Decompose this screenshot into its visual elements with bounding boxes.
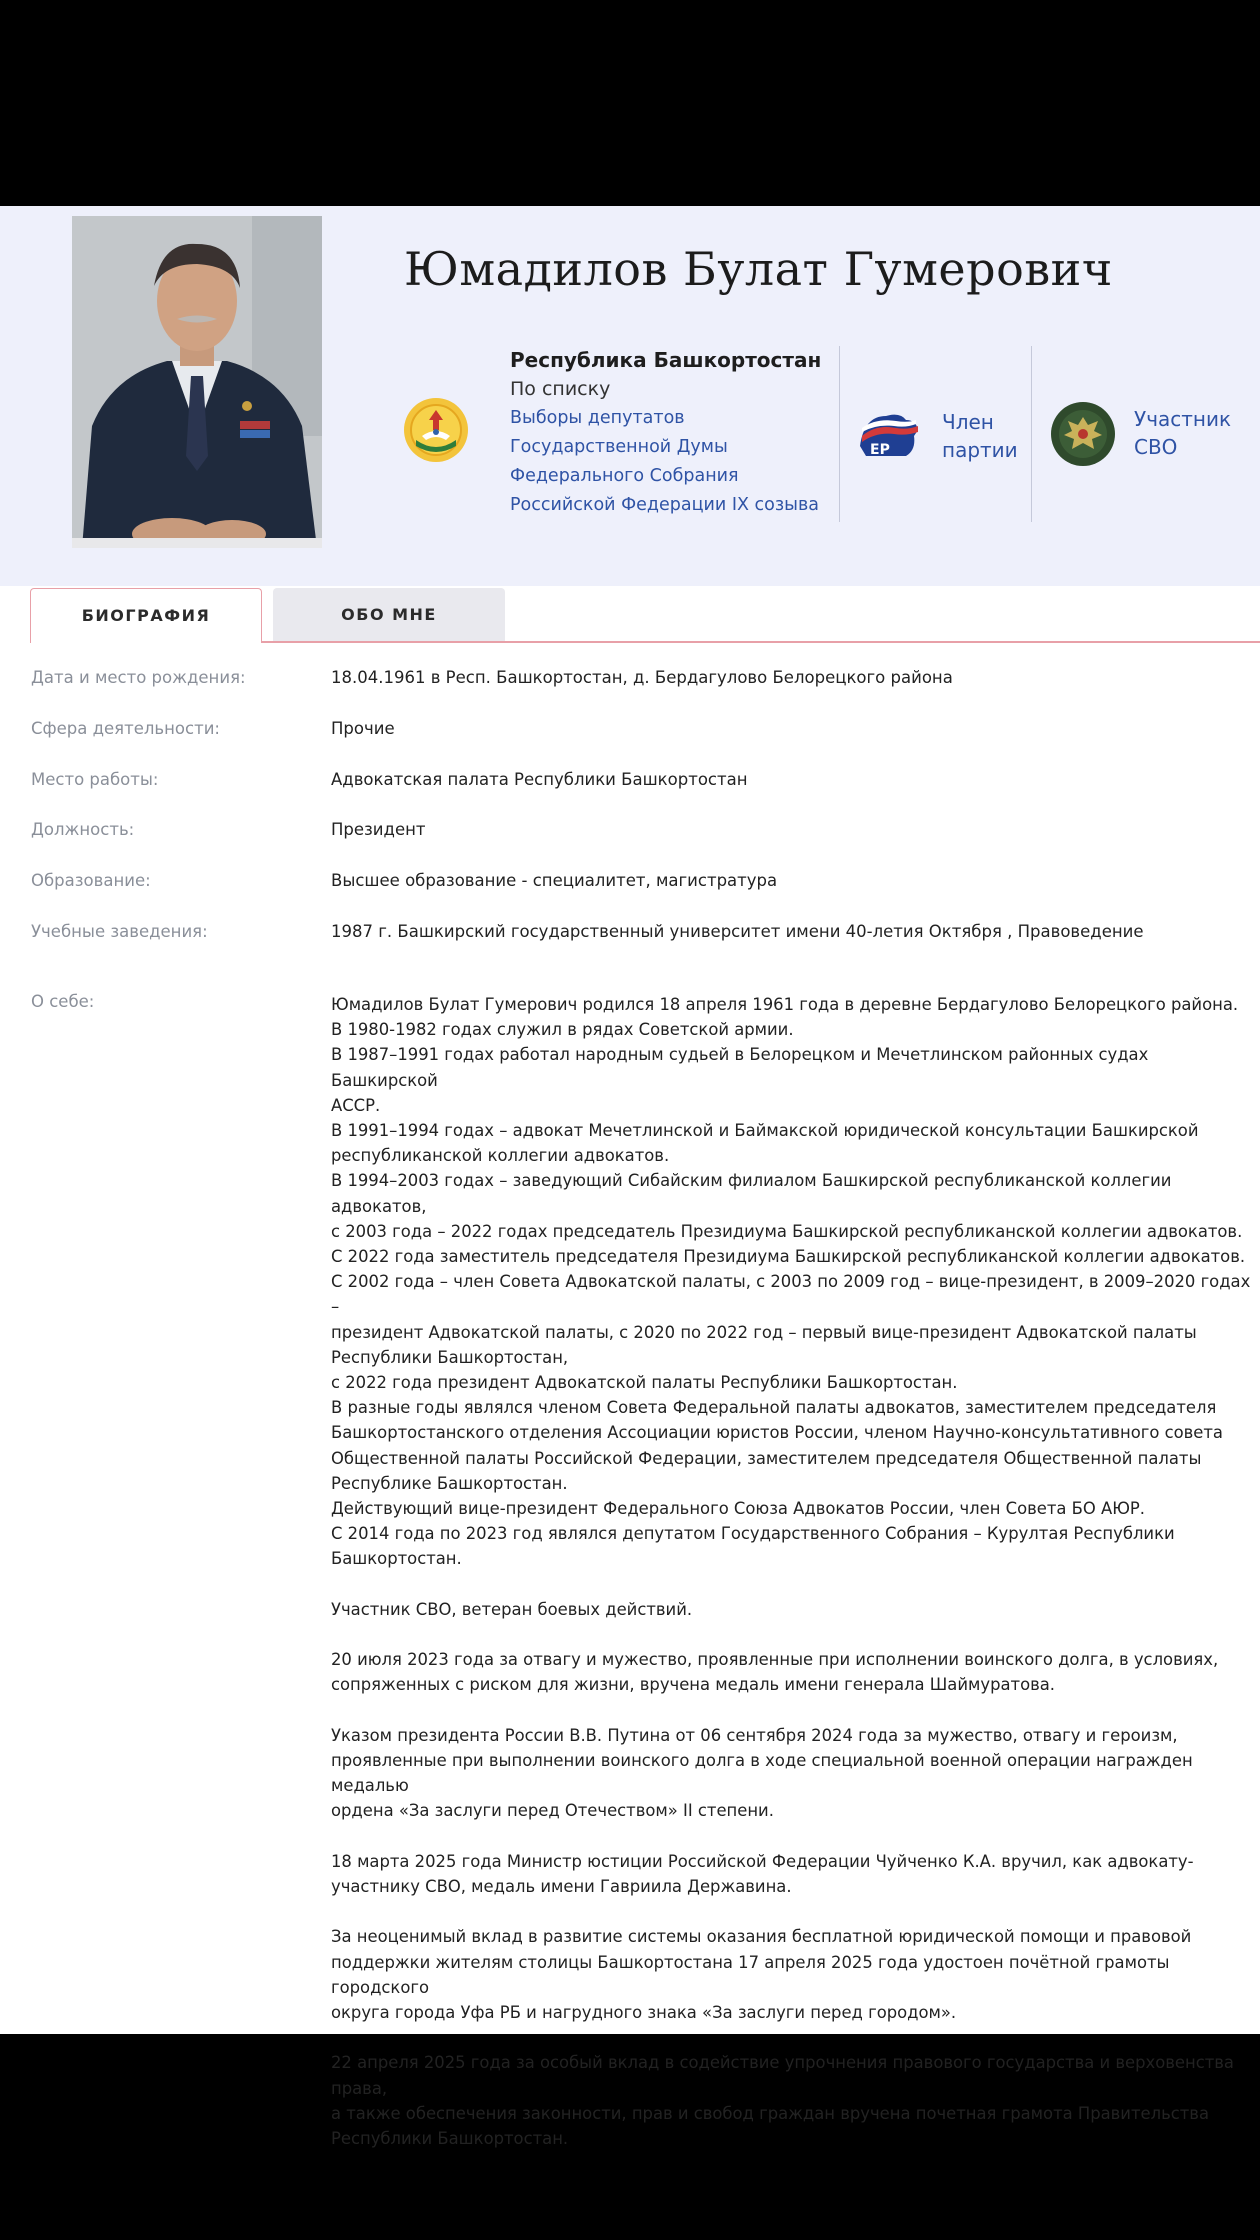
profile-header bbox=[0, 206, 1260, 586]
tab-biography[interactable]: БИОГРАФИЯ bbox=[30, 588, 262, 643]
about-line: с 2022 года президент Адвокатской палаты Республики Башкортостан. bbox=[331, 1373, 958, 1393]
info-label: Учебные заведения: bbox=[31, 922, 208, 941]
about-paragraph-line: Участник СВО, ветеран боевых действий. bbox=[331, 1599, 693, 1619]
about-line: Республике Башкортостан. bbox=[331, 1473, 568, 1493]
military-eagle-emblem-icon bbox=[1050, 401, 1116, 467]
about-paragraph-line: 22 апреля 2025 года за особый вклад в содействие упрочнения правового государства и верховенства права, bbox=[331, 2053, 1234, 2098]
info-value: Президент bbox=[331, 820, 426, 839]
about-line: С 2022 года заместитель председателя Президиума Башкирской республиканской коллегии адвокатов. bbox=[331, 1247, 1246, 1267]
about-paragraph-line: округа города Уфа РБ и нагрудного знака «За заслуги перед городом». bbox=[331, 2003, 957, 2023]
election-link-line-3[interactable]: Федерального Собрания bbox=[510, 466, 739, 486]
about-line: АССР. bbox=[331, 1095, 381, 1115]
about-paragraph-line: ордена «За заслуги перед Отечеством» II степени. bbox=[331, 1801, 774, 1821]
profile-page bbox=[0, 206, 1260, 2149]
about-line: Общественной палаты Российской Федерации, заместителем председателя Общественной палаты bbox=[331, 1448, 1202, 1468]
about-paragraph-line: участнику СВО, медаль имени Гавриила Державина. bbox=[331, 1877, 792, 1897]
info-label: Дата и место рождения: bbox=[31, 668, 246, 687]
about-line: С 2014 года по 2023 год являлся депутатом Государственного Собрания – Курултая Республики bbox=[331, 1524, 1175, 1544]
deputy-name: Юмадилов Булат Гумерович bbox=[404, 242, 1113, 296]
info-label: Должность: bbox=[31, 820, 135, 839]
svg-text:ЕР: ЕР bbox=[870, 442, 890, 458]
about-label: О себе: bbox=[31, 992, 95, 1011]
about-paragraph-line: Республики Башкортостан. bbox=[331, 2129, 569, 2149]
about-line: Действующий вице-президент Федерального Союза Адвокатов России, член Совета БО АЮР. bbox=[331, 1499, 1146, 1519]
about-line: В 1994–2003 годах – заведующий Сибайским филиалом Башкирской республиканской коллегии адвокатов, bbox=[331, 1171, 1172, 1216]
party-label-line-2: партии bbox=[942, 438, 1018, 462]
info-value: 18.04.1961 в Респ. Башкортостан, д. Бердагулово Белорецкого района bbox=[331, 668, 953, 687]
election-link-line-2[interactable]: Государственной Думы bbox=[510, 437, 728, 457]
info-value: Высшее образование - специалитет, магистратура bbox=[331, 871, 778, 890]
about-paragraph-line: поддержки жителям столицы Башкортостана 17 апреля 2025 года удостоен почётной грамоты городского bbox=[331, 1952, 1170, 1997]
about-text bbox=[331, 992, 1251, 2176]
about-line: Республики Башкортостан, bbox=[331, 1347, 569, 1367]
about-line: В 1987–1991 годах работал народным судьей в Белорецком и Мечетлинском районных судах Башкирской bbox=[331, 1045, 1149, 1090]
about-paragraph-line: проявленные при выполнении воинского долга в ходе специальной военной операции награжден медалью bbox=[331, 1751, 1193, 1796]
svo-label-line-2: СВО bbox=[1134, 435, 1178, 459]
tab-about-me[interactable]: ОБО МНЕ bbox=[273, 588, 505, 642]
party-membership[interactable] bbox=[856, 406, 1026, 476]
about-line: с 2003 года – 2022 годах председатель Президиума Башкирской республиканской коллегии адвокатов. bbox=[331, 1221, 1243, 1241]
about-line: Башкортостан. bbox=[331, 1549, 462, 1569]
election-link-line-4[interactable]: Российской Федерации IX созыва bbox=[510, 495, 820, 515]
party-label-line-1: Член bbox=[942, 410, 994, 434]
deputy-photo bbox=[72, 216, 322, 548]
about-line: республиканской коллегии адвокатов. bbox=[331, 1146, 670, 1166]
region-info bbox=[510, 346, 822, 520]
tab-underline bbox=[262, 641, 1260, 643]
svo-label-line-1: Участник bbox=[1134, 407, 1232, 431]
about-line: Башкортостанского отделения Ассоциации юристов России, членом Научно-консультативного совета bbox=[331, 1423, 1223, 1443]
about-paragraph-line: За неоценимый вклад в развитие системы оказания бесплатной юридической помощи и правовой bbox=[331, 1927, 1192, 1947]
about-paragraph-line: сопряженных с риском для жизни, вручена медаль имени генерала Шаймуратова. bbox=[331, 1675, 1056, 1695]
info-value: Адвокатская палата Республики Башкортостан bbox=[331, 770, 748, 789]
about-line: В 1980-1982 годах служил в рядах Советской армии. bbox=[331, 1020, 794, 1040]
about-paragraph-line: Указом президента России В.В. Путина от 06 сентября 2024 года за мужество, отвагу и героизм, bbox=[331, 1725, 1178, 1745]
about-line: президент Адвокатской палаты, с 2020 по 2022 год – первый вице-президент Адвокатской палаты bbox=[331, 1322, 1197, 1342]
divider bbox=[839, 346, 840, 522]
about-line: В 1991–1994 годах – адвокат Мечетлинской и Баймакской юридической консультации Башкирской bbox=[331, 1121, 1199, 1141]
svo-participant[interactable] bbox=[1050, 401, 1240, 471]
region-name: Республика Башкортостан bbox=[510, 348, 822, 372]
list-type: По списку bbox=[510, 378, 611, 400]
about-line: Юмадилов Булат Гумерович родился 18 апреля 1961 года в деревне Бердагулово Белорецкого района. bbox=[331, 995, 1239, 1014]
united-russia-bear-icon bbox=[856, 406, 922, 466]
divider bbox=[1031, 346, 1032, 522]
info-label: Сфера деятельности: bbox=[31, 719, 220, 738]
bashkortostan-emblem-icon bbox=[402, 396, 470, 464]
about-paragraph-line: 18 марта 2025 года Министр юстиции Российской Федерации Чуйченко К.А. вручил, как адвокату- bbox=[331, 1851, 1194, 1871]
info-label: Образование: bbox=[31, 871, 151, 890]
profile-tabs bbox=[30, 588, 1230, 648]
info-label: Место работы: bbox=[31, 770, 159, 789]
election-link-line-1[interactable]: Выборы депутатов bbox=[510, 408, 685, 428]
info-value: 1987 г. Башкирский государственный университет имени 40-летия Октября , Правоведение bbox=[331, 922, 1144, 941]
about-paragraph-line: а также обеспечения законности, прав и свобод граждан вручена почетная грамота Правительства bbox=[331, 2103, 1209, 2123]
about-line: С 2002 года – член Совета Адвокатской палаты, с 2003 по 2009 год – вице-президент, в 2009–2020 годах – bbox=[331, 1272, 1251, 1317]
about-line: В разные годы являлся членом Совета Федеральной палаты адвокатов, заместителем председателя bbox=[331, 1398, 1217, 1418]
about-paragraph-line: 20 июля 2023 года за отвагу и мужество, проявленные при исполнении воинского долга, в условиях, bbox=[331, 1650, 1219, 1670]
info-value: Прочие bbox=[331, 719, 395, 738]
